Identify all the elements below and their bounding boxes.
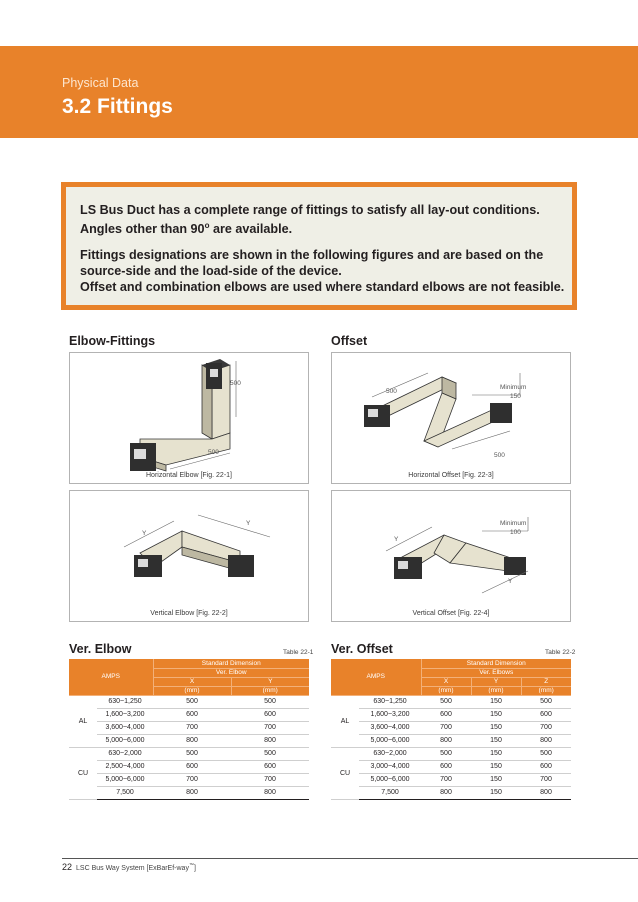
ver-offset-table-no: Table 22-2 <box>545 649 576 656</box>
ver-elbow-table <box>69 659 309 800</box>
fig3-min-value: 150 <box>510 393 521 400</box>
table-row <box>69 760 309 773</box>
table-row <box>331 747 571 760</box>
fig4-caption: Vertical Offset [Fig. 22-4] <box>412 610 490 617</box>
table-row <box>331 734 571 747</box>
footer: 22 LSC Bus Way System [ExBarEf-way™] <box>62 862 196 872</box>
dimension-cell: 600 <box>521 760 571 773</box>
ver-offset-title: Ver. Offset <box>331 642 393 656</box>
fig3-caption: Horizontal Offset [Fig. 22-3] <box>408 472 494 479</box>
dimension-cell: 800 <box>421 786 471 799</box>
fig1-dim-b: 500 <box>208 449 219 456</box>
intro-paragraph-1: LS Bus Duct has a complete range of fittings to satisfy all lay-out conditions. Angles other than 90$^o$ are available. <box>80 203 540 237</box>
dimension-cell: 500 <box>231 695 309 708</box>
amps-range-cell: 5,000~6,000 <box>97 773 153 786</box>
amps-range-cell: 7,500 <box>359 786 421 799</box>
dimension-cell: 500 <box>521 695 571 708</box>
fig4-dim-a: Y <box>394 536 399 543</box>
section-eyebrow: Physical Data <box>62 76 139 90</box>
amps-range-cell: 2,500~4,000 <box>97 760 153 773</box>
elbow-fittings-heading: Elbow-Fittings <box>69 334 156 348</box>
figure-vertical-offset <box>331 490 571 622</box>
table-row <box>69 747 309 760</box>
dimension-cell: 150 <box>471 760 521 773</box>
ver-elbow-table-no: Table 22-1 <box>283 649 314 656</box>
table-row <box>69 773 309 786</box>
dimension-cell: 700 <box>231 773 309 786</box>
dimension-cell: 500 <box>153 695 231 708</box>
dimension-cell: 150 <box>471 786 521 799</box>
std-dimension-header: Standard Dimension <box>421 659 571 668</box>
header-banner <box>0 46 638 138</box>
col-x-unit: (mm) <box>421 686 471 695</box>
table-row <box>69 695 309 708</box>
amps-range-cell: 630~1,250 <box>97 695 153 708</box>
fig2-dim-b: Y <box>246 520 251 527</box>
col-z-unit: (mm) <box>521 686 571 695</box>
std-dimension-header: Standard Dimension <box>153 659 309 668</box>
amps-range-cell: 630~2,000 <box>97 747 153 760</box>
footer-rule <box>62 858 638 859</box>
amps-range-cell: 1,600~3,200 <box>359 708 421 721</box>
amps-range-cell: 7,500 <box>97 786 153 799</box>
page-title: 3.2 Fittings <box>62 95 173 118</box>
dimension-cell: 600 <box>421 760 471 773</box>
table-row <box>331 760 571 773</box>
dimension-cell: 150 <box>471 773 521 786</box>
amps-range-cell: 1,600~3,200 <box>97 708 153 721</box>
table-row <box>69 786 309 799</box>
dimension-cell: 700 <box>421 773 471 786</box>
figure-horizontal-elbow <box>69 352 309 484</box>
amps-range-cell: 3,600~4,000 <box>359 721 421 734</box>
fig3-min-label: Minimum <box>500 384 527 391</box>
table-row <box>69 708 309 721</box>
col-x-header: X <box>421 677 471 686</box>
horizontal-elbow-drawing <box>70 353 310 485</box>
dimension-cell: 600 <box>153 760 231 773</box>
fig4-min-label: Minimum <box>500 520 527 527</box>
figure-horizontal-offset <box>331 352 571 484</box>
amps-range-cell: 5,000~6,000 <box>359 734 421 747</box>
table-row <box>69 734 309 747</box>
col-x-unit: (mm) <box>153 686 231 695</box>
footer-text: LSC Bus Way System [ExBarEf-way <box>76 865 189 872</box>
dimension-cell: 800 <box>521 786 571 799</box>
fig4-min-value: 100 <box>510 529 521 536</box>
figure-vertical-elbow <box>69 490 309 622</box>
horizontal-offset-drawing <box>332 353 572 485</box>
col-y-header: Y <box>471 677 521 686</box>
dimension-cell: 800 <box>231 734 309 747</box>
dimension-cell: 500 <box>231 747 309 760</box>
dimension-cell: 700 <box>521 773 571 786</box>
dimension-cell: 600 <box>521 708 571 721</box>
dimension-cell: 150 <box>471 708 521 721</box>
fig2-caption: Vertical Elbow [Fig. 22-2] <box>150 610 228 617</box>
fig3-dim-a: 500 <box>386 388 397 395</box>
ver-offset-table <box>331 659 571 800</box>
col-y-unit: (mm) <box>231 686 309 695</box>
table-row <box>331 708 571 721</box>
amps-range-cell: 5,000~6,000 <box>97 734 153 747</box>
material-group-label: CU <box>69 747 97 799</box>
material-group-label: AL <box>331 695 359 747</box>
offset-heading: Offset <box>331 334 368 348</box>
amps-header: AMPS <box>69 659 153 695</box>
dimension-cell: 700 <box>153 721 231 734</box>
fig1-dim-a: 500 <box>230 380 241 387</box>
dimension-cell: 150 <box>471 695 521 708</box>
dimension-cell: 500 <box>521 747 571 760</box>
amps-range-cell: 3,600~4,000 <box>97 721 153 734</box>
dimension-cell: 150 <box>471 734 521 747</box>
dimension-cell: 500 <box>153 747 231 760</box>
col-y-header: Y <box>231 677 309 686</box>
dimension-cell: 700 <box>231 721 309 734</box>
page-number: 22 <box>62 862 73 872</box>
amps-range-cell: 630~1,250 <box>359 695 421 708</box>
table-row <box>331 721 571 734</box>
fig4-dim-b: Y <box>508 578 513 585</box>
ver-offset-subheader: Ver. Elbows <box>421 668 571 677</box>
intro-paragraph-2: Fittings designations are shown in the following figures and are based on the source-side and the load-side of the device. Offset and combination elbows are used where standard elbows are not feasible. <box>80 248 565 295</box>
vertical-elbow-drawing <box>70 491 310 623</box>
table-row <box>331 786 571 799</box>
table-row <box>331 695 571 708</box>
table-row <box>69 721 309 734</box>
intro-box <box>61 182 577 310</box>
vertical-offset-drawing <box>332 491 572 623</box>
col-z-header: Z <box>521 677 571 686</box>
dimension-cell: 500 <box>421 747 471 760</box>
dimension-cell: 800 <box>521 734 571 747</box>
dimension-cell: 600 <box>153 708 231 721</box>
dimension-cell: 150 <box>471 721 521 734</box>
ver-elbow-subheader: Ver. Elbow <box>153 668 309 677</box>
fig3-dim-b: 500 <box>494 452 505 459</box>
dimension-cell: 700 <box>521 721 571 734</box>
table-row <box>331 773 571 786</box>
material-group-label: CU <box>331 747 359 799</box>
dimension-cell: 800 <box>153 786 231 799</box>
dimension-cell: 700 <box>153 773 231 786</box>
amps-range-cell: 630~2,000 <box>359 747 421 760</box>
dimension-cell: 600 <box>231 708 309 721</box>
fig2-dim-a: Y <box>142 530 147 537</box>
col-y-unit: (mm) <box>471 686 521 695</box>
dimension-cell: 800 <box>421 734 471 747</box>
material-group-label: AL <box>69 695 97 747</box>
dimension-cell: 500 <box>421 695 471 708</box>
dimension-cell: 600 <box>231 760 309 773</box>
amps-header: AMPS <box>331 659 421 695</box>
dimension-cell: 150 <box>471 747 521 760</box>
col-x-header: X <box>153 677 231 686</box>
amps-range-cell: 3,000~4,000 <box>359 760 421 773</box>
fig1-caption: Horizontal Elbow [Fig. 22-1] <box>146 472 232 479</box>
dimension-cell: 700 <box>421 721 471 734</box>
ver-elbow-title: Ver. Elbow <box>69 642 132 656</box>
dimension-cell: 600 <box>421 708 471 721</box>
dimension-cell: 800 <box>231 786 309 799</box>
amps-range-cell: 5,000~6,000 <box>359 773 421 786</box>
dimension-cell: 800 <box>153 734 231 747</box>
